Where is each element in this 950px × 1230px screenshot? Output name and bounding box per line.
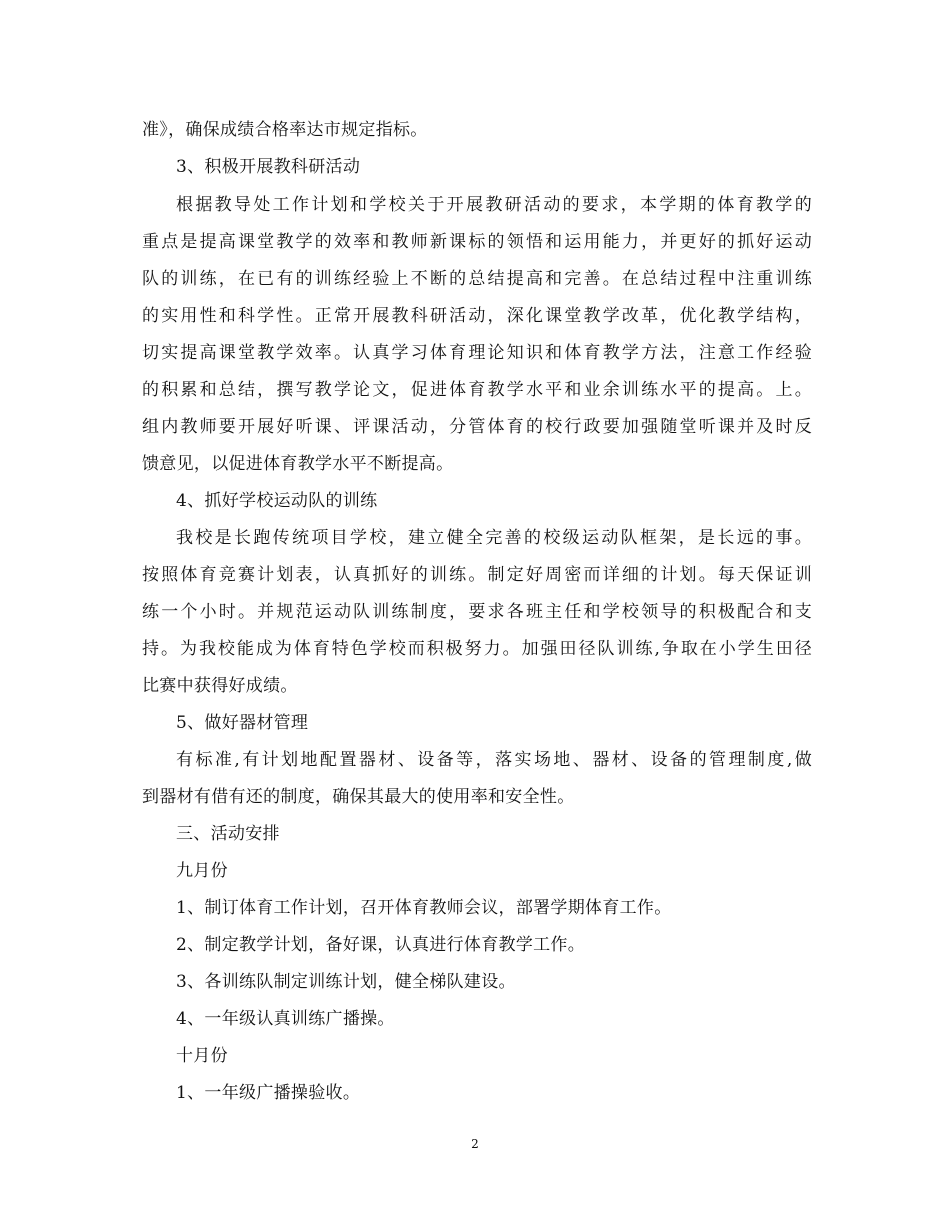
month-heading: 九月份 [176,861,228,881]
list-item: 4、一年级认真训练广播操。 [176,1009,395,1029]
paragraph-line: 比赛中获得好成绩。 [142,676,298,696]
paragraph-line: 切实提高课堂教学效率。认真学习体育理论知识和体育教学方法，注意工作经验 [142,343,812,363]
paragraph-line: 根据教导处工作计划和学校关于开展教研活动的要求，本学期的体育教学的 [176,195,812,215]
paragraph-line: 组内教师要开展好听课、评课活动，分管体育的校行政要加强随堂听课并及时反 [142,417,812,437]
paragraph-line: 按照体育竞赛计划表，认真抓好的训练。制定好周密而详细的计划。每天保证训 [142,565,812,585]
list-item: 1、制订体育工作计划，召开体育教师会议，部署学期体育工作。 [176,898,672,918]
paragraph-line: 有标准,有计划地配置器材、设备等，落实场地、器材、设备的管理制度,做 [176,750,812,770]
list-item: 2、制定教学计划，备好课，认真进行体育教学工作。 [176,935,586,955]
paragraph-line: 我校是长跑传统项目学校，建立健全完善的校级运动队框架，是长远的事。 [176,528,812,548]
section-heading: 3、积极开展教科研活动 [176,157,361,177]
paragraph-line: 到器材有借有还的制度，确保其最大的使用率和安全性。 [142,787,575,807]
list-item: 1、一年级广播操验收。 [176,1083,361,1103]
paragraph-line: 练一个小时。并规范运动队训练制度，要求各班主任和学校领导的积极配合和支 [142,602,812,622]
month-heading: 十月份 [176,1046,228,1066]
paragraph-line: 重点是提高课堂教学的效率和教师新课标的领悟和运用能力，并更好的抓好运动 [142,232,812,252]
paragraph-line: 队的训练，在已有的训练经验上不断的总结提高和完善。在总结过程中注重训练 [142,269,812,289]
paragraph-line: 持。为我校能成为体育特色学校而积极努力。加强田径队训练,争取在小学生田径 [142,639,812,659]
paragraph-line: 准》，确保成绩合格率达市规定指标。 [142,120,428,140]
section-heading: 5、做好器材管理 [176,713,309,733]
paragraph-line: 馈意见，以促进体育教学水平不断提高。 [142,454,454,474]
page-number: 2 [471,1137,479,1151]
paragraph-line: 的实用性和科学性。正常开展教科研活动，深化课堂教学改革，优化教学结构， [142,306,812,326]
section-heading: 三、活动安排 [176,824,280,844]
section-heading: 4、抓好学校运动队的训练 [176,491,378,511]
paragraph-line: 的积累和总结，撰写教学论文，促进体育教学水平和业余训练水平的提高。上。 [142,380,812,400]
list-item: 3、各训练队制定训练计划，健全梯队建设。 [176,972,516,992]
